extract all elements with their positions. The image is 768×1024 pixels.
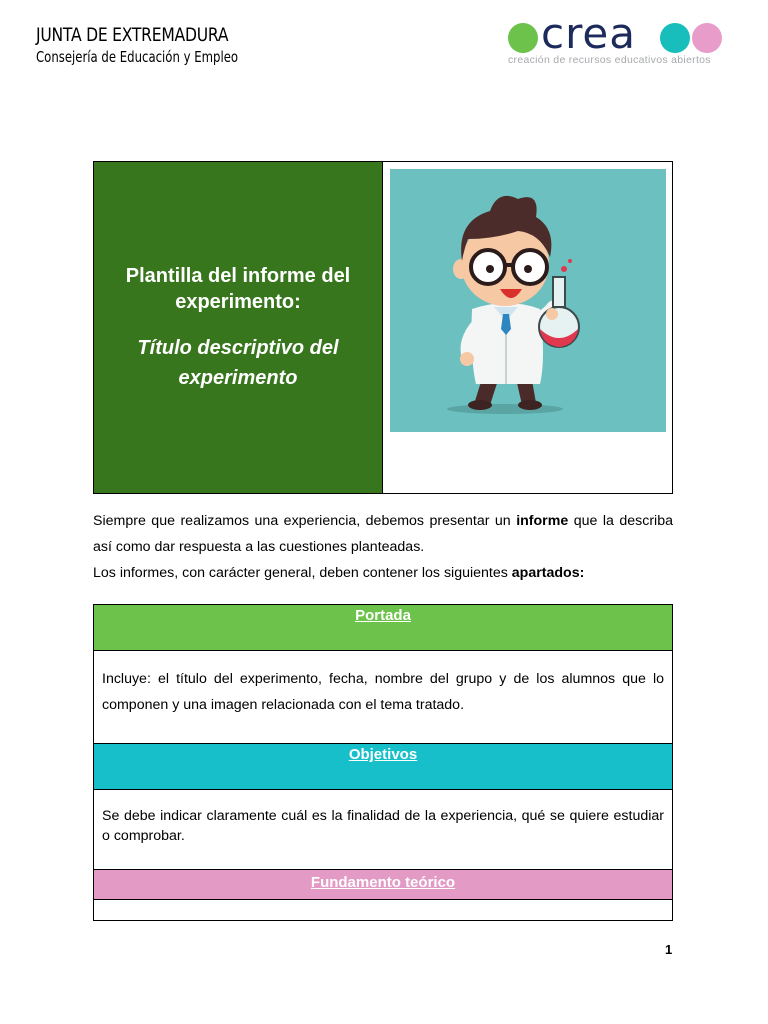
- section-body-fundamento: [94, 900, 672, 920]
- crea-logo: [506, 9, 736, 70]
- intro-p1-bold: informe: [516, 513, 569, 529]
- junta-extremadura-logo: [36, 24, 295, 66]
- scientist-illustration: [390, 169, 666, 432]
- section-heading-label: Objetivos: [348, 746, 418, 763]
- intro-text: [93, 508, 673, 586]
- intro-paragraph-1: [93, 508, 673, 560]
- section-heading-objetivos: [94, 744, 672, 790]
- intro-p1-after: que la describa así como dar respuesta a las cuestiones planteadas.: [93, 513, 673, 555]
- section-heading-label: Portada: [355, 607, 411, 624]
- scientist-icon: [390, 169, 666, 432]
- intro-paragraph-2: [93, 560, 673, 586]
- crea-wordmark: crea: [541, 9, 637, 58]
- cover-title: Plantilla del informe del experimento:: [125, 264, 351, 313]
- cover-title-cell: [94, 162, 383, 493]
- cover-image-cell: [383, 162, 672, 493]
- section-heading-portada: [94, 605, 672, 651]
- junta-department: Consejería de Educación y Empleo: [36, 48, 239, 66]
- crea-tagline: creación de recursos educativos abiertos: [508, 54, 711, 66]
- cover-table: [93, 161, 673, 494]
- cover-subtitle: Título descriptivo del experimento: [137, 336, 339, 389]
- section-body-objetivos: [94, 790, 672, 870]
- crea-green-dot: [508, 23, 538, 53]
- intro-p2-before: Los informes, con carácter general, deben contener los siguientes: [93, 565, 512, 581]
- section-body-text: Incluye: el título del experimento, fecha, nombre del grupo y de los alumnos que lo componen y una imagen relacionada con el tema tratado.: [102, 671, 664, 713]
- crea-teal-dot: [660, 23, 690, 53]
- junta-name: JUNTA DE EXTREMADURA: [36, 24, 229, 46]
- section-body-text: Se debe indicar claramente cuál es la finalidad de la experiencia, qué se quiere estudiar o comprobar.: [102, 808, 664, 844]
- sections-table: [93, 604, 673, 921]
- intro-p2-bold: apartados:: [511, 565, 585, 581]
- page-number: 1: [665, 942, 673, 957]
- section-heading-fundamento: [94, 870, 672, 900]
- section-body-portada: [94, 651, 672, 744]
- section-heading-label: Fundamento teórico: [310, 874, 456, 891]
- crea-pink-dot: [692, 23, 722, 53]
- intro-p1-before: Siempre que realizamos una experiencia, debemos presentar un: [93, 513, 517, 529]
